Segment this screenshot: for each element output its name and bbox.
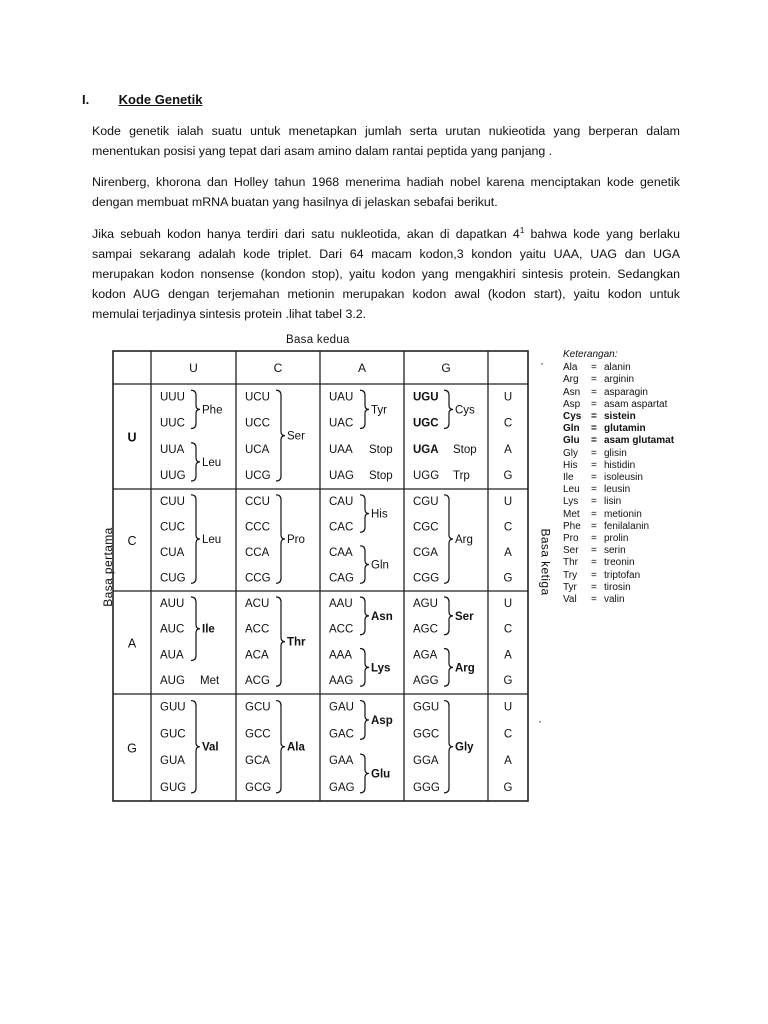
amino-acid-label: Ile bbox=[202, 623, 215, 636]
superscript: 1 bbox=[519, 225, 525, 235]
first-base-label: C bbox=[127, 534, 137, 548]
legend-equals: = bbox=[591, 545, 597, 557]
legend-equals: = bbox=[591, 484, 597, 496]
amino-acid-label: Cys bbox=[455, 404, 475, 417]
codon-text: ACA bbox=[245, 649, 269, 662]
amino-acid-label: Stop bbox=[369, 443, 393, 456]
codon-text: GGG bbox=[413, 781, 440, 794]
codon-text: GCG bbox=[245, 781, 272, 794]
codon-text: AUG bbox=[160, 675, 185, 688]
legend-abbr: Lys bbox=[563, 496, 579, 508]
legend-name: sistein bbox=[604, 411, 636, 423]
legend-name: histidin bbox=[604, 459, 636, 471]
amino-acid-label: Ser bbox=[455, 610, 474, 623]
codon-text: GAA bbox=[329, 755, 354, 768]
codon-text: UCC bbox=[245, 417, 270, 430]
legend-equals: = bbox=[591, 533, 597, 545]
amino-acid-label: Leu bbox=[202, 534, 222, 547]
paragraph-text: bahwa kode yang berlaku bbox=[524, 227, 680, 241]
codon-text: ACC bbox=[245, 623, 270, 636]
codon-text: CGG bbox=[413, 572, 440, 585]
third-base-label: G bbox=[503, 470, 513, 483]
amino-acid-label: Asn bbox=[371, 610, 393, 623]
codon-text: CAG bbox=[329, 572, 354, 585]
stray-mark: · bbox=[538, 714, 542, 728]
paragraph-line: Kode genetik ialah suatu untuk menetapkan jumlah serta urutan nukieotida yang berperan dalam bbox=[92, 124, 680, 138]
amino-acid-brace bbox=[360, 701, 369, 740]
legend-name: serin bbox=[604, 545, 626, 557]
codon-text: UUA bbox=[160, 443, 185, 456]
codon-text: UCG bbox=[245, 470, 271, 483]
third-base-label: A bbox=[504, 755, 512, 768]
codon-text: UUG bbox=[160, 470, 186, 483]
legend-item bbox=[563, 399, 674, 411]
amino-acid-brace bbox=[360, 546, 369, 584]
codon-text: CCA bbox=[245, 546, 270, 559]
amino-acid-brace bbox=[360, 648, 369, 686]
third-base-label: C bbox=[503, 728, 513, 741]
legend-equals: = bbox=[591, 423, 597, 435]
codon-text: ACU bbox=[245, 597, 270, 610]
amino-acid-brace bbox=[444, 495, 453, 584]
codon-text: UGA bbox=[413, 443, 439, 456]
amino-acid-brace bbox=[191, 701, 200, 793]
legend-name: isoleusin bbox=[604, 472, 643, 484]
legend-equals: = bbox=[591, 569, 597, 581]
legend-name: fenilalanin bbox=[604, 520, 650, 532]
legend-name: arginin bbox=[604, 374, 635, 386]
legend-name: asam aspartat bbox=[604, 398, 668, 410]
legend-item bbox=[563, 582, 674, 594]
amino-acid-label: Leu bbox=[202, 456, 222, 469]
third-base-label: U bbox=[503, 391, 513, 404]
legend-equals: = bbox=[591, 557, 597, 569]
codon-text: UGG bbox=[413, 470, 440, 483]
legend-item bbox=[563, 472, 674, 484]
paragraph-line: Nirenberg, khorona dan Holley tahun 1968 menerima hadiah nobel karena menciptakan kode genetik bbox=[92, 175, 680, 189]
amino-acid-label: Thr bbox=[287, 636, 306, 649]
paragraph-line: kodon AUG dengan terjemahan metionin merupakan kodon awal (kodon start), yaitu kodon untuk bbox=[92, 287, 680, 301]
legend-item bbox=[563, 484, 674, 496]
table-title-third-base: Basa ketiga bbox=[538, 528, 553, 596]
amino-acid-label: Gly bbox=[455, 741, 474, 754]
third-base-label: G bbox=[503, 675, 513, 688]
codon-text: UAA bbox=[329, 443, 353, 456]
codon-text: GCA bbox=[245, 755, 270, 768]
legend-abbr: Ser bbox=[563, 545, 579, 557]
codon-text: AAA bbox=[329, 649, 353, 662]
legend-name: valin bbox=[604, 594, 625, 606]
first-base-label: U bbox=[127, 430, 137, 445]
codon-text: CCC bbox=[245, 521, 270, 534]
legend-item bbox=[563, 435, 674, 447]
table-title-second-base: Basa kedua bbox=[286, 334, 350, 346]
amino-acid-brace bbox=[444, 597, 453, 635]
amino-acid-brace bbox=[191, 443, 200, 481]
amino-acid-label: Tyr bbox=[371, 404, 387, 417]
amino-acid-label: Asp bbox=[371, 714, 393, 727]
codon-text: ACC bbox=[329, 623, 354, 636]
amino-acid-brace bbox=[444, 701, 453, 793]
legend-item bbox=[563, 423, 674, 435]
legend-abbr: Leu bbox=[563, 484, 580, 496]
legend-item bbox=[563, 509, 674, 521]
codon-text: AGG bbox=[413, 675, 439, 688]
codon-text: UUC bbox=[160, 417, 185, 430]
codon-text: CAU bbox=[329, 495, 354, 508]
paragraph-line: dengan membuat mRNA buatan yang hasilnya di jelaskan sebafai berikut. bbox=[92, 195, 498, 209]
legend-item bbox=[563, 496, 674, 508]
legend-name: metionin bbox=[604, 508, 642, 520]
legend-title: Keterangan: bbox=[563, 349, 618, 360]
legend-abbr: Met bbox=[563, 508, 580, 520]
paragraph-line: sampai sekarang adalah kode triplet. Dari 64 macam kodon,3 kondon yaitu UAA, UAG dan UGA bbox=[92, 247, 680, 261]
paragraph-text: Jika sebuah kodon hanya terdiri dari satu nukleotida, akan di dapatkan 4 bbox=[92, 227, 520, 241]
legend-item bbox=[563, 374, 674, 386]
legend-abbr: Glu bbox=[563, 435, 580, 447]
codon-text: AUA bbox=[160, 649, 184, 662]
legend-equals: = bbox=[591, 386, 597, 398]
amino-acid-brace bbox=[444, 390, 453, 428]
legend-name: asam glutamat bbox=[604, 435, 675, 447]
legend-abbr: Ala bbox=[563, 362, 578, 374]
amino-acid-brace bbox=[276, 597, 285, 686]
codon-text: GGC bbox=[413, 728, 440, 741]
section-title: Kode Genetik bbox=[118, 92, 203, 107]
legend-abbr: Tyr bbox=[563, 581, 577, 593]
codon-text: UAG bbox=[329, 470, 354, 483]
first-base-label: A bbox=[127, 636, 137, 651]
codon-text: AAU bbox=[329, 597, 353, 610]
paragraph-line: memulai terjadinya sintesis protein .lihat tabel 3.2. bbox=[92, 307, 367, 321]
third-base-label: C bbox=[503, 623, 513, 636]
codon-text: CAC bbox=[329, 521, 354, 534]
legend-abbr: His bbox=[563, 459, 578, 471]
legend-item bbox=[563, 460, 674, 472]
legend-name: lisin bbox=[604, 496, 622, 508]
column-header-label: G bbox=[441, 361, 451, 375]
amino-acid-brace bbox=[360, 495, 369, 533]
codon-text: GAU bbox=[329, 701, 354, 714]
third-base-label: U bbox=[503, 495, 513, 508]
codon-text: CGC bbox=[413, 521, 439, 534]
legend-item bbox=[563, 521, 674, 533]
table-title-first-base: Basa pertama bbox=[100, 527, 115, 607]
codon-text: CGU bbox=[413, 495, 439, 508]
amino-acid-brace bbox=[191, 390, 200, 428]
legend-name: treonin bbox=[604, 557, 635, 569]
codon-text: CAA bbox=[329, 546, 353, 559]
codon-text: CUA bbox=[160, 546, 185, 559]
codon-text: AGA bbox=[413, 649, 438, 662]
legend-abbr: Try bbox=[563, 569, 578, 581]
codon-text: AGC bbox=[413, 623, 438, 636]
legend-equals: = bbox=[591, 447, 597, 459]
amino-acid-label: Glu bbox=[371, 768, 391, 781]
legend-equals: = bbox=[591, 362, 597, 374]
codon-text: UGC bbox=[413, 417, 439, 430]
codon-text: GUA bbox=[160, 755, 185, 768]
amino-acid-brace bbox=[360, 754, 369, 793]
legend-abbr: Cys bbox=[563, 411, 582, 423]
legend-abbr: Phe bbox=[563, 520, 581, 532]
legend-name: alanin bbox=[604, 362, 631, 374]
codon-text: UAC bbox=[329, 417, 354, 430]
amino-acid-label: Ser bbox=[287, 430, 305, 443]
legend-abbr: Pro bbox=[563, 533, 579, 545]
codon-text: GAG bbox=[329, 781, 355, 794]
codon-text: AAG bbox=[329, 675, 354, 688]
third-base-label: G bbox=[503, 572, 513, 585]
third-base-label: A bbox=[504, 546, 512, 559]
third-base-label: C bbox=[503, 521, 513, 534]
codon-text: AUC bbox=[160, 623, 185, 636]
legend-abbr: Gln bbox=[563, 423, 580, 435]
amino-acid-label: Val bbox=[202, 741, 219, 754]
legend-abbr: Val bbox=[563, 594, 577, 606]
legend-equals: = bbox=[591, 594, 597, 606]
amino-acid-brace bbox=[444, 648, 453, 686]
codon-text: GUC bbox=[160, 728, 186, 741]
amino-acid-label: Stop bbox=[453, 443, 477, 456]
legend-name: prolin bbox=[604, 533, 629, 545]
codon-text: UCA bbox=[245, 443, 270, 456]
third-base-label: C bbox=[503, 417, 513, 430]
legend-item bbox=[563, 570, 674, 582]
column-header-label: C bbox=[273, 361, 283, 375]
codon-text: UAU bbox=[329, 391, 354, 404]
codon-text: CUC bbox=[160, 521, 185, 534]
legend-item bbox=[563, 557, 674, 569]
amino-acid-label: Phe bbox=[202, 404, 223, 417]
legend-equals: = bbox=[591, 508, 597, 520]
legend-item bbox=[563, 362, 674, 374]
amino-acid-label: Ala bbox=[287, 741, 305, 754]
codon-text: CUG bbox=[160, 572, 186, 585]
codon-text: CCG bbox=[245, 572, 271, 585]
legend-item bbox=[563, 448, 674, 460]
amino-acid-brace bbox=[360, 597, 369, 635]
legend-name: tirosin bbox=[604, 581, 631, 593]
amino-acid-label: Pro bbox=[287, 534, 305, 547]
codon-text: GUG bbox=[160, 781, 187, 794]
legend-abbr: Arg bbox=[563, 374, 579, 386]
amino-acid-brace bbox=[191, 597, 200, 661]
paragraph-line: merupakan kodon nonsense (kondon stop), yaitu kodon yang mengakhiri sintesis protein. Sedangkan bbox=[92, 267, 680, 281]
amino-acid-label: Lys bbox=[371, 662, 391, 675]
legend-equals: = bbox=[591, 374, 597, 386]
amino-acid-brace bbox=[360, 390, 369, 428]
third-base-label: A bbox=[504, 443, 512, 456]
amino-acid-label: Stop bbox=[369, 470, 393, 483]
codon-text: CCU bbox=[245, 495, 270, 508]
legend-item bbox=[563, 545, 674, 557]
legend-name: asparagin bbox=[604, 386, 648, 398]
legend-equals: = bbox=[591, 411, 597, 423]
amino-acid-label: Arg bbox=[455, 662, 475, 675]
amino-acid-brace bbox=[276, 495, 285, 584]
legend-equals: = bbox=[591, 435, 597, 447]
third-base-label: U bbox=[503, 597, 513, 610]
column-header-label: U bbox=[189, 361, 198, 375]
legend-name: glutamin bbox=[604, 423, 646, 435]
codon-text: GGU bbox=[413, 701, 440, 714]
legend-item bbox=[563, 387, 674, 399]
amino-acid-brace bbox=[276, 701, 285, 793]
codon-text: CGA bbox=[413, 546, 438, 559]
amino-acid-brace bbox=[276, 390, 285, 481]
legend-name: glisin bbox=[604, 447, 627, 459]
paragraph-line: menentukan posisi yang tepat dari asam amino dalam rantai peptida yang panjang . bbox=[92, 144, 553, 158]
legend-equals: = bbox=[591, 496, 597, 508]
stray-mark: · bbox=[540, 356, 544, 370]
amino-acid-label: Gln bbox=[371, 559, 389, 572]
legend-item bbox=[563, 594, 674, 606]
legend-abbr: Asp bbox=[563, 398, 581, 410]
third-base-label: G bbox=[503, 781, 513, 794]
codon-text: GUU bbox=[160, 701, 186, 714]
codon-text: UUU bbox=[160, 391, 185, 404]
amino-acid-label: Arg bbox=[455, 534, 473, 547]
legend-abbr: Thr bbox=[563, 557, 578, 569]
legend-equals: = bbox=[591, 520, 597, 532]
legend-name: leusin bbox=[604, 484, 631, 496]
legend-item bbox=[563, 533, 674, 545]
codon-text: UCU bbox=[245, 391, 270, 404]
legend-item bbox=[563, 411, 674, 423]
legend-abbr: Ile bbox=[563, 472, 574, 484]
legend-equals: = bbox=[591, 398, 597, 410]
legend-equals: = bbox=[591, 459, 597, 471]
codon-text: GGA bbox=[413, 755, 439, 768]
amino-acid-label: Trp bbox=[453, 470, 470, 483]
codon-text: GCC bbox=[245, 728, 271, 741]
amino-acid-brace bbox=[191, 495, 200, 584]
first-base-label: G bbox=[127, 741, 137, 756]
legend-abbr: Asn bbox=[563, 386, 581, 398]
third-base-label: U bbox=[503, 701, 513, 714]
legend-name: triptofan bbox=[604, 569, 641, 581]
legend-keterangan bbox=[563, 349, 674, 606]
amino-acid-label: Met bbox=[200, 675, 220, 688]
codon-text: GAC bbox=[329, 728, 354, 741]
codon-text: GCU bbox=[245, 701, 271, 714]
column-header-label: A bbox=[357, 361, 367, 375]
section-number: I. bbox=[82, 92, 90, 107]
codon-text: AGU bbox=[413, 597, 438, 610]
third-base-label: A bbox=[504, 649, 512, 662]
legend-equals: = bbox=[591, 581, 597, 593]
codon-text: AUU bbox=[160, 597, 185, 610]
codon-text: ACG bbox=[245, 675, 270, 688]
legend-equals: = bbox=[591, 472, 597, 484]
codon-text: CUU bbox=[160, 495, 185, 508]
amino-acid-label: His bbox=[371, 508, 388, 521]
legend-abbr: Gly bbox=[563, 447, 578, 459]
codon-text: UGU bbox=[413, 391, 439, 404]
